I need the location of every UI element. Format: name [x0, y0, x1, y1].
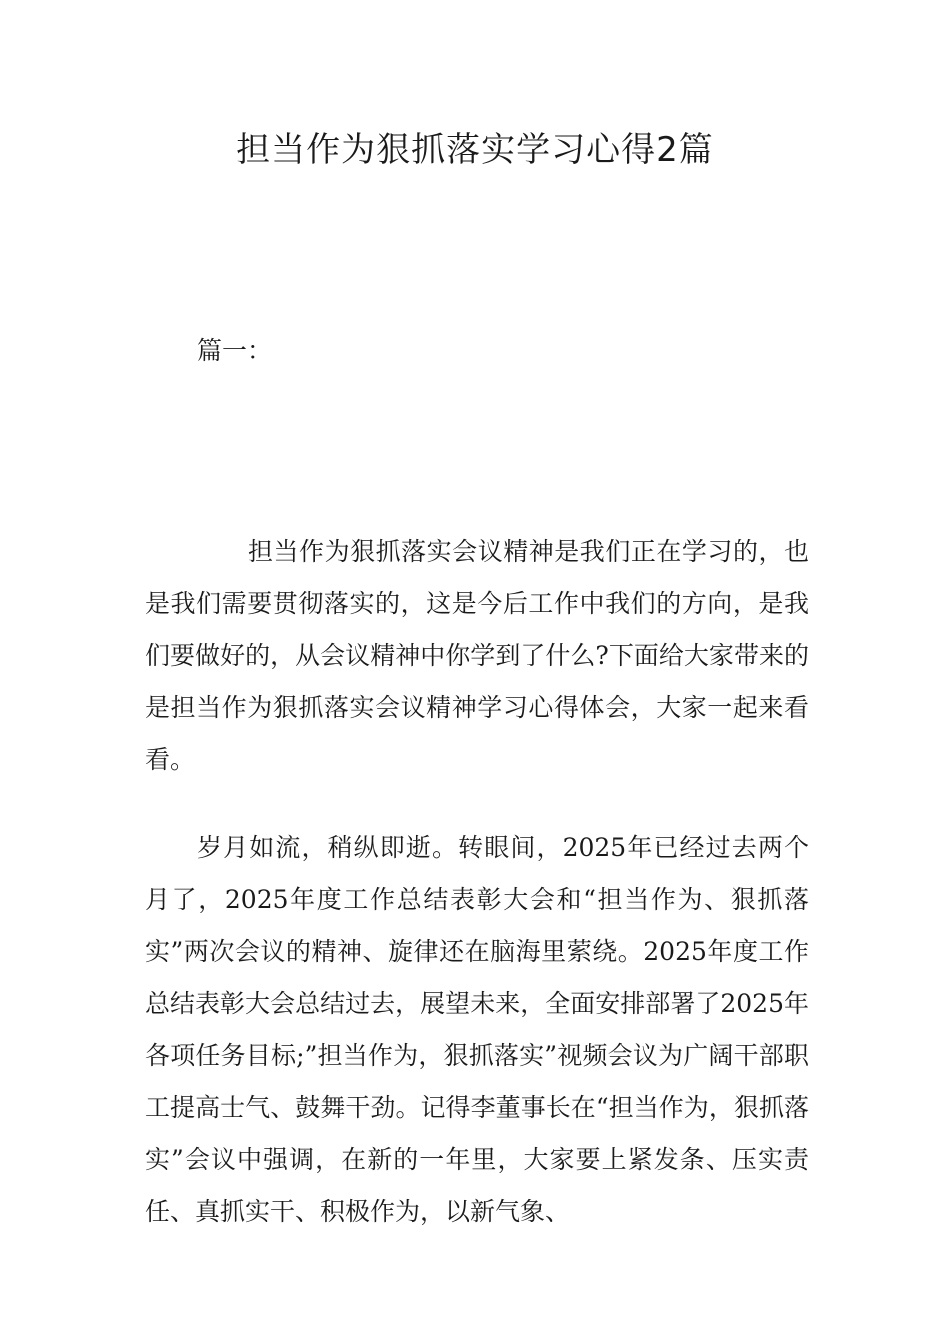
document-title: 担当作为狠抓落实学习心得2篇: [236, 130, 714, 170]
paragraph-body: 岁月如流，稍纵即逝。转眼间，2025年已经过去两个月了，2025年度工作总结表彰大会和“担当作为、狠抓落实”两次会议的精神、旋律还在脑海里萦绕。2025年度工作总结表彰大会总结过去，展望未来，全面安排部署了2025年各项任务目标;”担当作为，狠抓落实”视频会议为广阔干部职工提高士气、鼓舞干劲。记得李董事长在“担当作为，狠抓落实”会议中强调，在新的一年里，大家要上紧发条、压实责任、真抓实干、积极作为，以新气象、: [145, 833, 809, 1226]
paragraph-intro: 担当作为狠抓落实会议精神是我们正在学习的，也是我们需要贯彻落实的，这是今后工作中我们的方向，是我们要做好的，从会议精神中你学到了什么?下面给大家带来的是担当作为狠抓落实会议精神学习心得体会，大家一起来看看。: [145, 537, 809, 774]
section-heading: 篇一：: [197, 336, 273, 365]
